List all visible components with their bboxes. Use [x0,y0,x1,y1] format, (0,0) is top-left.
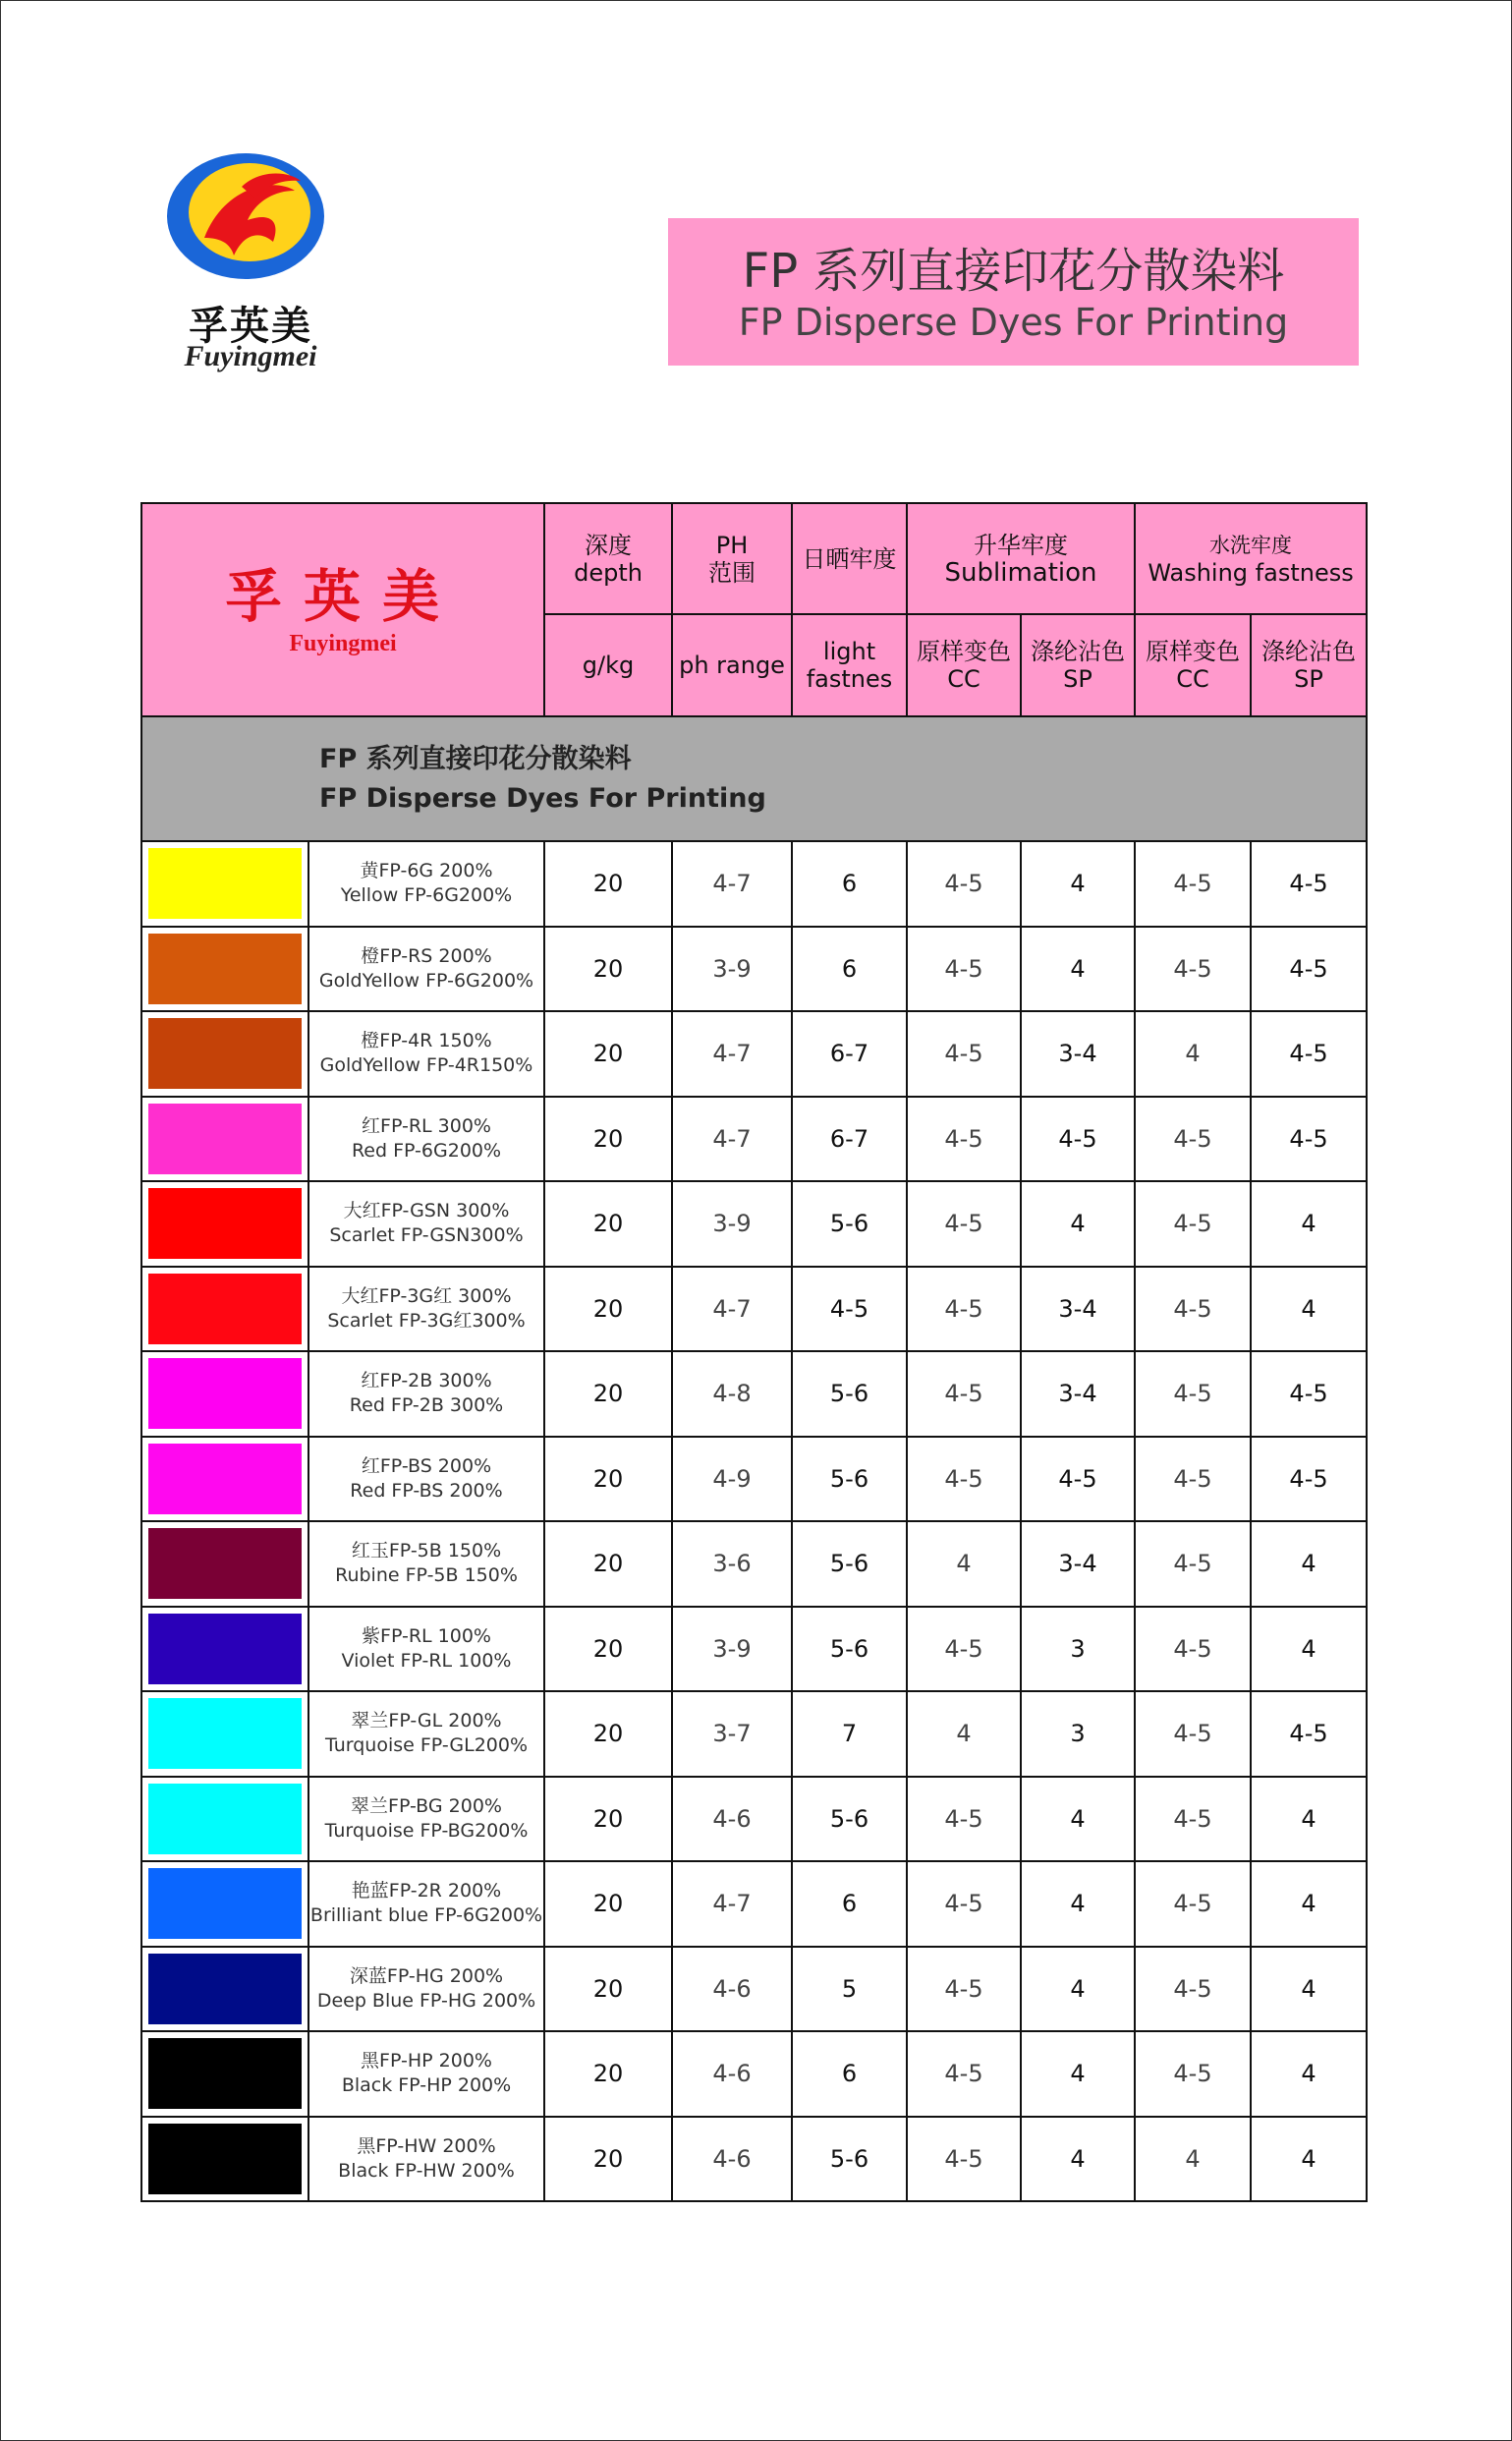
cell-sub-sp: 3-4 [1021,1351,1135,1437]
color-swatch [148,1018,302,1089]
dye-name-cn: 黑FP-HP 200% [361,2050,492,2072]
cell-wash-sp: 4 [1251,2031,1367,2117]
cell-ph: 4-7 [672,1267,792,1352]
cell-depth: 20 [544,1777,672,1862]
dye-name-cell [308,1861,544,1947]
header-wash-cc-en: CC [1176,665,1209,693]
cell-depth: 20 [544,2117,672,2202]
color-swatch-cell [141,841,308,927]
header-light: 日晒牢度 [792,503,907,614]
cell-wash-cc: 4-5 [1135,2031,1251,2117]
cell-sub-sp: 3-4 [1021,1521,1135,1607]
dye-name-cell [308,1181,544,1267]
dye-name-cn: 黄FP-6G 200% [360,860,493,882]
dye-name-en: Black FP-HP 200% [341,2074,512,2097]
color-swatch-cell [141,1351,308,1437]
color-swatch-cell [141,1437,308,1522]
cell-wash-cc: 4-5 [1135,1947,1251,2032]
color-swatch-cell [141,1181,308,1267]
color-swatch-cell [141,927,308,1012]
cell-wash-cc: 4-5 [1135,1691,1251,1777]
title-english: FP Disperse Dyes For Printing [738,301,1289,344]
header-sublimation [907,503,1135,614]
cell-wash-sp: 4-5 [1251,1011,1367,1097]
header-light-en-2: fastnes [806,665,893,693]
color-swatch [148,1528,302,1599]
color-swatch [148,1868,302,1939]
header-ph-range: ph range [672,614,792,716]
header-wash-cc [1135,614,1251,716]
dye-name-en: Rubine FP-5B 150% [335,1564,518,1587]
cell-wash-sp: 4 [1251,1267,1367,1352]
dye-name-cn: 红FP-RL 300% [362,1114,491,1137]
cell-wash-sp: 4-5 [1251,1351,1367,1437]
header-light-en-1: light [822,638,876,665]
cell-wash-sp: 4 [1251,1861,1367,1947]
cell-depth: 20 [544,2031,672,2117]
cell-light: 6 [792,841,907,927]
cell-ph: 4-7 [672,1011,792,1097]
color-swatch-cell [141,1861,308,1947]
color-swatch [148,1954,302,2024]
cell-sub-cc: 4-5 [907,1777,1021,1862]
header-ph-cn: 范围 [708,558,756,587]
cell-wash-sp: 4 [1251,1947,1367,2032]
header-sub-sp [1021,614,1135,716]
cell-depth: 20 [544,1691,672,1777]
cell-wash-sp: 4-5 [1251,841,1367,927]
cell-wash-cc: 4-5 [1135,1437,1251,1522]
cell-sub-cc: 4-5 [907,1947,1021,2032]
cell-light: 6 [792,2031,907,2117]
table-row [141,1861,1367,1947]
table-row [141,1947,1367,2032]
color-swatch-cell [141,1267,308,1352]
series-cell [141,716,1367,841]
dye-name-cn: 红FP-2B 300% [361,1370,492,1392]
cell-depth: 20 [544,927,672,1012]
cell-ph: 4-7 [672,1861,792,1947]
cell-wash-cc: 4-5 [1135,1607,1251,1692]
cell-wash-sp: 4-5 [1251,927,1367,1012]
cell-sub-sp: 4 [1021,927,1135,1012]
dye-name-cell [308,1691,544,1777]
cell-sub-cc: 4-5 [907,2031,1021,2117]
cell-wash-sp: 4 [1251,1607,1367,1692]
header-depth [544,503,672,614]
header-ph [672,503,792,614]
header-wash-sp-cn: 涤纶沾色 [1261,638,1357,665]
header-depth-en: depth [574,558,643,587]
color-swatch-cell [141,1521,308,1607]
cell-wash-sp: 4 [1251,2117,1367,2202]
dye-name-en: Red FP-2B 300% [349,1394,504,1417]
color-swatch [148,2038,302,2109]
header-washing [1135,503,1367,614]
cell-light: 5-6 [792,2117,907,2202]
dye-name-cell [308,1607,544,1692]
cell-light: 6-7 [792,1097,907,1182]
color-swatch-cell [141,1691,308,1777]
cell-ph: 4-7 [672,841,792,927]
cell-sub-sp: 4 [1021,841,1135,927]
cell-sub-cc: 4-5 [907,841,1021,927]
color-swatch [148,2124,302,2194]
dye-name-cell [308,1437,544,1522]
dye-name-cn: 橙FP-RS 200% [361,944,492,967]
header-sub-cc-cn: 原样变色 [917,638,1012,665]
dye-name-cell [308,1267,544,1352]
series-english: FP Disperse Dyes For Printing [319,782,766,814]
cell-sub-sp: 4-5 [1021,1437,1135,1522]
cell-depth: 20 [544,1181,672,1267]
table-row [141,1181,1367,1267]
header-light-en [792,614,907,716]
cell-wash-cc: 4 [1135,2117,1251,2202]
header-wash-sp [1251,614,1367,716]
cell-ph: 4-6 [672,2031,792,2117]
cell-wash-cc: 4-5 [1135,1521,1251,1607]
header-wash-cc-cn: 原样变色 [1146,638,1241,665]
dye-name-en: Deep Blue FP-HG 200% [316,1989,536,2012]
cell-ph: 4-6 [672,1777,792,1862]
cell-sub-cc: 4-5 [907,1437,1021,1522]
cell-wash-cc: 4-5 [1135,841,1251,927]
cell-light: 5-6 [792,1351,907,1437]
header-row-1 [141,503,1367,614]
dye-name-cell [308,841,544,927]
cell-sub-cc: 4-5 [907,1607,1021,1692]
logo-chinese-text: 孚英美 [189,303,312,349]
dye-name-cn: 红FP-BS 200% [361,1454,492,1477]
header-ph-en: PH [715,531,749,559]
cell-sub-cc: 4-5 [907,1861,1021,1947]
cell-depth: 20 [544,1437,672,1522]
dye-name-cn: 橙FP-4R 150% [361,1030,492,1052]
cell-sub-cc: 4-5 [907,927,1021,1012]
cell-wash-cc: 4-5 [1135,1267,1251,1352]
dye-name-cn: 大红FP-GSN 300% [343,1200,510,1222]
dye-name-cn: 艳蓝FP-2R 200% [351,1880,502,1902]
cell-light: 6 [792,927,907,1012]
header-sub-cc-en: CC [947,665,980,693]
cell-light: 7 [792,1691,907,1777]
cell-depth: 20 [544,841,672,927]
cell-light: 4-5 [792,1267,907,1352]
color-swatch-cell [141,1607,308,1692]
dye-name-en: Violet FP-RL 100% [341,1649,512,1672]
dye-name-cn: 大红FP-3G红 300% [341,1284,512,1307]
color-swatch [148,1698,302,1769]
cell-light: 5 [792,1947,907,2032]
dye-name-cell [308,927,544,1012]
brand-english: Fuyingmei [289,631,397,656]
logo-english-text: Fuyingmei [184,340,317,372]
table-row [141,1521,1367,1607]
cell-sub-sp: 4-5 [1021,1097,1135,1182]
cell-sub-cc: 4 [907,1521,1021,1607]
color-swatch [148,848,302,919]
header-wash-sp-en: SP [1294,665,1323,693]
cell-sub-cc: 4-5 [907,1267,1021,1352]
cell-ph: 4-8 [672,1351,792,1437]
color-swatch-cell [141,1011,308,1097]
table-row [141,1351,1367,1437]
dye-name-cell [308,2031,544,2117]
cell-sub-cc: 4-5 [907,1011,1021,1097]
dye-name-cn: 深蓝FP-HG 200% [349,1964,504,1987]
cell-ph: 3-6 [672,1521,792,1607]
dye-rows [141,841,1367,2201]
table-row [141,927,1367,1012]
header-wash-cn: 水洗牢度 [1209,533,1293,557]
dye-name-en: Red FP-BS 200% [350,1479,503,1502]
cell-ph: 3-9 [672,1181,792,1267]
cell-ph: 3-9 [672,927,792,1012]
cell-wash-cc: 4-5 [1135,1777,1251,1862]
title-chinese: FP 系列直接印花分散染料 [742,244,1285,299]
color-swatch [148,1358,302,1429]
table-row [141,1607,1367,1692]
cell-sub-sp: 4 [1021,1947,1135,2032]
cell-depth: 20 [544,1097,672,1182]
logo-emblem-icon [165,147,326,285]
series-row [141,716,1367,841]
table-row [141,1267,1367,1352]
dye-name-en: GoldYellow FP-6G200% [318,969,534,992]
color-swatch [148,1614,302,1684]
dye-name-cell [308,1011,544,1097]
color-swatch [148,1784,302,1854]
cell-depth: 20 [544,1947,672,2032]
cell-wash-cc: 4 [1135,1011,1251,1097]
cell-sub-sp: 4 [1021,1181,1135,1267]
cell-light: 6 [792,1861,907,1947]
cell-light: 6-7 [792,1011,907,1097]
cell-wash-sp: 4-5 [1251,1437,1367,1522]
cell-sub-cc: 4 [907,1691,1021,1777]
color-swatch-cell [141,2031,308,2117]
color-swatch [148,1104,302,1174]
dye-name-cn: 紫FP-RL 100% [362,1624,491,1647]
cell-light: 5-6 [792,1777,907,1862]
company-logo [157,147,334,373]
table-row [141,1097,1367,1182]
brand-chinese: 孚英美 [225,563,462,630]
cell-wash-cc: 4-5 [1135,927,1251,1012]
cell-sub-sp: 4 [1021,1777,1135,1862]
color-swatch-cell [141,1777,308,1862]
cell-light: 5-6 [792,1181,907,1267]
cell-light: 5-6 [792,1521,907,1607]
cell-depth: 20 [544,1521,672,1607]
brand-cell [141,503,544,716]
cell-depth: 20 [544,1011,672,1097]
cell-ph: 3-7 [672,1691,792,1777]
dye-name-en: GoldYellow FP-4R150% [319,1054,533,1077]
color-swatch [148,1444,302,1514]
color-swatch [148,1274,302,1344]
cell-wash-sp: 4 [1251,1181,1367,1267]
header-wash-en: Washing fastness [1148,558,1354,587]
dye-name-cn: 翠兰FP-BG 200% [351,1794,502,1817]
cell-wash-cc: 4-5 [1135,1097,1251,1182]
dye-name-cell [308,2117,544,2202]
cell-sub-cc: 4-5 [907,1097,1021,1182]
cell-ph: 4-6 [672,2117,792,2202]
table-row [141,1777,1367,1862]
cell-wash-cc: 4-5 [1135,1861,1251,1947]
dye-name-en: Scarlet FP-3G红300% [327,1309,526,1332]
cell-wash-cc: 4-5 [1135,1351,1251,1437]
dye-name-cn: 翠兰FP-GL 200% [351,1710,502,1732]
dye-name-cell [308,1947,544,2032]
cell-wash-sp: 4-5 [1251,1691,1367,1777]
dye-name-en: Black FP-HW 200% [338,2159,515,2182]
dye-name-en: Scarlet FP-GSN300% [329,1224,524,1247]
cell-sub-sp: 3 [1021,1607,1135,1692]
cell-depth: 20 [544,1607,672,1692]
cell-wash-sp: 4 [1251,1777,1367,1862]
header-unit: g/kg [544,614,672,716]
title-banner [668,218,1359,366]
dye-name-en: Turquoise FP-BG200% [324,1819,529,1842]
color-swatch-cell [141,2117,308,2202]
dye-name-cell [308,1777,544,1862]
cell-sub-cc: 4-5 [907,1351,1021,1437]
cell-wash-cc: 4-5 [1135,1181,1251,1267]
cell-light: 5-6 [792,1437,907,1522]
cell-depth: 20 [544,1861,672,1947]
header-sub-en: Sublimation [944,557,1097,588]
table-row [141,1011,1367,1097]
cell-wash-sp: 4-5 [1251,1097,1367,1182]
color-swatch-cell [141,1947,308,2032]
cell-depth: 20 [544,1351,672,1437]
cell-ph: 4-7 [672,1097,792,1182]
cell-sub-sp: 4 [1021,1861,1135,1947]
dye-name-cell [308,1521,544,1607]
cell-ph: 3-9 [672,1607,792,1692]
cell-sub-cc: 4-5 [907,2117,1021,2202]
cell-wash-sp: 4 [1251,1521,1367,1607]
dye-name-en: Red FP-6G200% [351,1139,502,1162]
header-sub-sp-cn: 涤纶沾色 [1031,638,1126,665]
header-sub-sp-en: SP [1063,665,1092,693]
cell-light: 5-6 [792,1607,907,1692]
series-chinese: FP 系列直接印花分散染料 [319,743,632,774]
header-depth-cn: 深度 [585,531,633,559]
cell-ph: 4-9 [672,1437,792,1522]
dye-spec-table [140,502,1368,2202]
cell-depth: 20 [544,1267,672,1352]
table-row [141,1437,1367,1522]
cell-sub-sp: 4 [1021,2117,1135,2202]
table-row [141,2117,1367,2202]
color-swatch [148,1188,302,1259]
dye-name-cell [308,1351,544,1437]
table-row [141,841,1367,927]
table-row [141,2031,1367,2117]
cell-sub-sp: 3-4 [1021,1267,1135,1352]
dye-name-en: Yellow FP-6G200% [340,884,513,907]
dye-name-cn: 红玉FP-5B 150% [351,1540,502,1562]
header-sub-cn: 升华牢度 [974,531,1069,559]
color-swatch [148,934,302,1004]
color-swatch-cell [141,1097,308,1182]
cell-sub-sp: 3-4 [1021,1011,1135,1097]
cell-ph: 4-6 [672,1947,792,2032]
dye-name-en: Turquoise FP-GL200% [324,1734,529,1757]
cell-sub-sp: 4 [1021,2031,1135,2117]
dye-name-cell [308,1097,544,1182]
header-sub-cc [907,614,1021,716]
cell-sub-cc: 4-5 [907,1181,1021,1267]
dye-name-cn: 黑FP-HW 200% [357,2134,496,2157]
cell-sub-sp: 3 [1021,1691,1135,1777]
table-row [141,1691,1367,1777]
dye-name-en: Brilliant blue FP-6G200% [309,1904,543,1927]
